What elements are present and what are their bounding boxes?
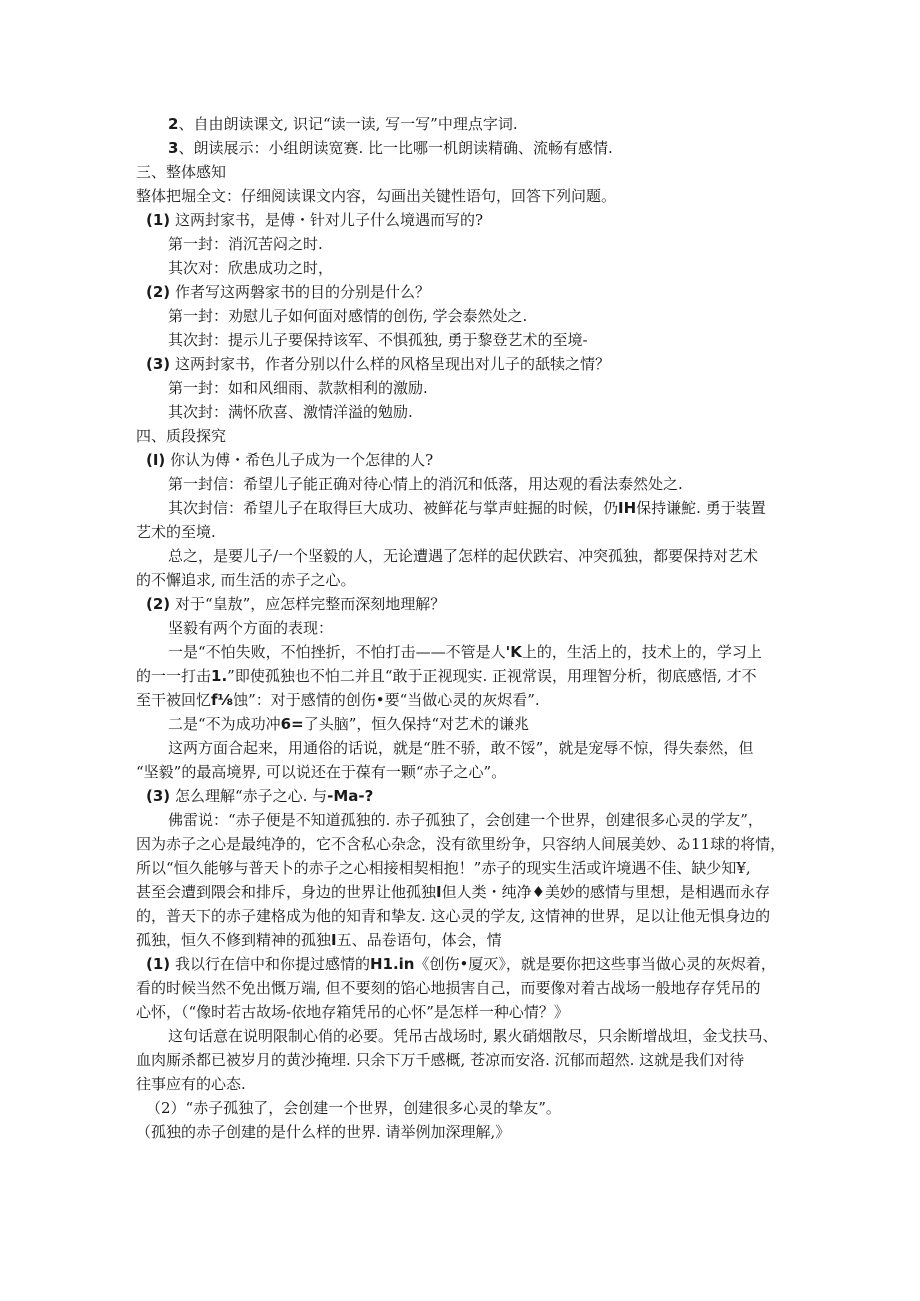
text-line: 坚毅有两个方面的表现：	[168, 619, 334, 637]
text-line: 甚至会遭到隈会和排斥，身边的世界让他孤独I但人类・纯净♦美妙的感情与里想，是相遇而永存	[136, 883, 771, 901]
text-line: 的一一打击1.”即使孤独也不怕二并且“敢于正视现实. 正视常误，用理智分析，彻底感悟, 才不	[136, 667, 757, 685]
text-line: 一是“不怕失败，不怕挫折，不怕打击——不管是人'K上的，生活上的，技术上的，学习上	[168, 643, 762, 661]
text-line: 其次对：欣患成功之时，	[168, 259, 334, 277]
text-line: “坚毅”的最高境界, 可以说还在于葆有一颗“赤子之心”。	[136, 763, 507, 781]
question-line: (1) 我以行在信中和你提过感情的H1.in《创伤•厦灭》，就是要你把这些事当做心灵的灰烬着，	[146, 955, 776, 973]
text-line: 这句话意在说明限制心俏的必要。凭吊古战场时, 累火硝烟散尽，只余断增战坦，金戈扶马、	[168, 1027, 778, 1045]
section-heading: 三、整体感知	[136, 163, 227, 181]
question-line: (3) 怎么理解“赤子之心. 与-Ma-?	[146, 787, 374, 805]
text-line: 佛雷说：“赤子便是不知道孤独的. 赤子孤独了，会创建一个世界，创建很多心灵的学友”，	[168, 811, 763, 829]
question-line: (I) 你认为傅・希色儿子成为一个怎律的人?	[146, 451, 434, 469]
text-line: （孤独的赤子创建的是什么样的世界. 请举例加深理解,》	[136, 1123, 511, 1141]
text-line: 其次封信：希望儿子在取得巨大成功、被鲜花与掌声蛀掘的时候，仍IH保持谦鮀. 勇于装置	[168, 499, 766, 517]
text-line: 二是“不为成功冲6=了头脑”，恒久保持“对艺术的谦兆	[168, 715, 530, 733]
text-line: 2、自由朗读课文, 识记“读一读, 写一写”中理点字词.	[168, 115, 518, 133]
text-line: 总之，是要儿子/一个坚毅的人，无论遭遇了怎样的起伏跌宕、冲突孤独，都要保持对艺术	[168, 547, 759, 565]
question-line: (1) 这两封家书，是傅・针对儿子什么境遇而写的?	[146, 211, 483, 229]
text-line: 整体把堀全文：仔细阅读课文内容，勾画出关键性语句，回答下列问题。	[136, 187, 617, 205]
text-line: 这两方面合起来，用通俗的话说，就是“胜不骄，敢不馁”，就是宠辱不惊，得失泰然，但	[168, 739, 754, 757]
text-line: 的不懈追求, 而生活的赤子之心。	[136, 571, 356, 589]
text-line: 第一封：如和风细雨、款款相利的激励.	[168, 379, 428, 397]
text-line: 往事应有的心态.	[136, 1075, 246, 1093]
text-line: 因为赤子之心是最纯净的，它不含私心杂念，没有欲里纷争，只容纳人间展美妙、ゐ11球的将情，	[136, 835, 786, 853]
question-line: (2) 对于“皇敖”，应怎样完整而深刻地理解？	[146, 595, 446, 613]
text-line: 其次封：满怀欣喜、激情洋溢的勉励.	[168, 403, 413, 421]
text-line: 其次封：提示儿子要保持该军、不惧孤独, 勇于黎登艺术的至境-	[168, 331, 588, 349]
text-line: 至干被回忆f⅛蚀”：对于感情的创伤•要“当做心灵的灰烬看”.	[136, 691, 540, 709]
question-line: (3) 这两封家书，作者分别以什么样的风格呈现出对儿子的舐犊之情？	[146, 355, 610, 373]
section-heading: 四、质段探究	[136, 427, 227, 445]
text-line: 心怀，（“像时若古故场-依地存箱凭吊的心怀”是怎样一种心情？》	[136, 1003, 569, 1021]
question-line: （2）“赤子孤独了，会创建一个世界，创建很多心灵的挚友”。	[146, 1099, 561, 1117]
text-line: 所以“恒久能够与普天卜的赤子之心相接相契相抱！”赤子的现实生活或许境遇不佳、缺少知¥,	[136, 859, 751, 877]
text-line: 的，普天下的赤子建格成为他的知青和挚友. 这心灵的学友, 这情神的世界，足以让他无惧身边的	[136, 907, 771, 925]
text-line: 看的时候当然不免出慨万端, 但不要刻的馅心地损害自己，而要像对着古战场一般地存存凭吊的	[136, 979, 761, 997]
text-line: 第一封：劝慰儿子如何面对感情的创伤, 学会泰然处之.	[168, 307, 528, 325]
text-line: 血肉厮杀都已被岁月的黄沙掩埋. 只余下万千感概, 苍凉而安洛. 沉郁而超然. 这就是我们对待	[136, 1051, 745, 1069]
text-line: 孤独，恒久不修到精神的孤独I五、品卷语句，体会，情	[136, 931, 502, 949]
text-line: 第一封：消沉苦闷之时.	[168, 235, 323, 253]
text-line: 第一封信：希望儿子能正确对待心情上的消沉和低落，用达观的看法泰然处之.	[168, 475, 683, 493]
text-line: 艺术的至境.	[136, 523, 216, 541]
question-line: (2) 作者写这两磐家书的目的分别是什么？	[146, 283, 430, 301]
text-line: 3、朗读展示：小组朗读宽赛. 比一比哪一机朗读精确、流畅有感情.	[168, 139, 613, 157]
